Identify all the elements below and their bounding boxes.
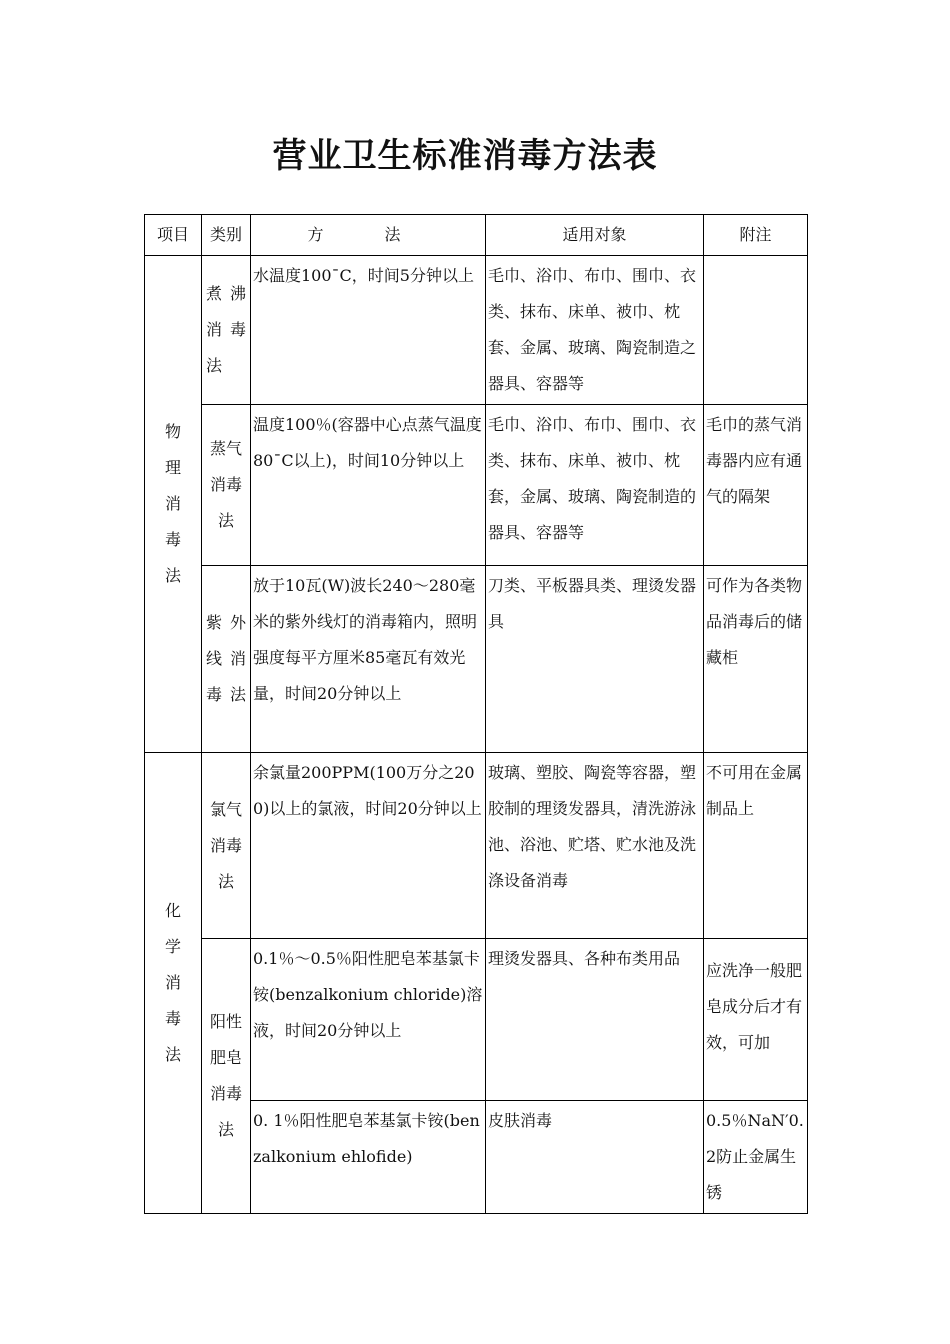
page-title: 营业卫生标准消毒方法表 <box>272 136 658 176</box>
header-row <box>145 215 808 256</box>
header-target: 适用对象 <box>486 215 704 256</box>
type-cell: 蒸气消毒法 <box>202 405 251 566</box>
method-cell: 温度100％(容器中心点蒸气温度80¯C以上)，时间10分钟以上 <box>251 405 486 566</box>
header-method: 方 法 <box>251 215 486 256</box>
note-cell: 不可用在金属制品上 <box>704 753 808 939</box>
method-cell: 水温度100¯C，时间5分钟以上 <box>251 256 486 405</box>
table-row <box>145 939 808 1101</box>
note-cell: 可作为各类物品消毒后的储藏柜 <box>704 566 808 753</box>
header-note: 附注 <box>704 215 808 256</box>
method-cell: 0. 1％阳性肥皂苯基氯卡铵(benzalkonium ehlofide) <box>251 1101 486 1214</box>
method-cell: 放于10瓦(W)波长240～280毫米的紫外线灯的消毒箱内，照明强度每平方厘米85毫瓦有效光量，时间20分钟以上 <box>251 566 486 753</box>
type-cell: 阳性肥皂消毒法 <box>202 939 251 1214</box>
table-row <box>145 566 808 753</box>
note-cell: 毛巾的蒸气消毒器内应有通气的隔架 <box>704 405 808 566</box>
header-type: 类别 <box>202 215 251 256</box>
header-item: 项目 <box>145 215 202 256</box>
note-cell: 应洗净一般肥皂成分后才有效，可加 <box>704 939 808 1101</box>
target-cell: 皮肤消毒 <box>486 1101 704 1214</box>
note-cell <box>704 256 808 405</box>
category-chemical: 化学消毒法 <box>145 753 202 1214</box>
method-cell: 余氯量200PPM(100万分之200)以上的氯液，时间20分钟以上 <box>251 753 486 939</box>
target-cell: 理烫发器具、各种布类用品 <box>486 939 704 1101</box>
table-row <box>145 256 808 405</box>
method-cell: 0.1％～0.5％阳性肥皂苯基氯卡铵(benzalkonium chloride)溶液，时间20分钟以上 <box>251 939 486 1101</box>
type-cell: 氯气消毒法 <box>202 753 251 939</box>
target-cell: 毛巾、浴巾、布巾、围巾、衣类、抹布、床单、被巾、枕套、金属、玻璃、陶瓷制造之器具、容器等 <box>486 256 704 405</box>
type-cell: 煮沸消毒法 <box>202 256 251 405</box>
target-cell: 玻璃、塑胶、陶瓷等容器，塑胶制的理烫发器具，清洗游泳池、浴池、贮塔、贮水池及洗涤设备消毒 <box>486 753 704 939</box>
target-cell: 毛巾、浴巾、布巾、围巾、衣类、抹布、床单、被巾、枕套，金属、玻璃、陶瓷制造的器具、容器等 <box>486 405 704 566</box>
category-physical: 物理消毒法 <box>145 256 202 753</box>
disinfection-table <box>144 214 808 1214</box>
table-row <box>145 405 808 566</box>
table-row <box>145 753 808 939</box>
type-cell: 紫外线消毒法 <box>202 566 251 753</box>
note-cell: 0.5％NaN′0.2防止金属生锈 <box>704 1101 808 1214</box>
target-cell: 刀类、平板器具类、理烫发器具 <box>486 566 704 753</box>
